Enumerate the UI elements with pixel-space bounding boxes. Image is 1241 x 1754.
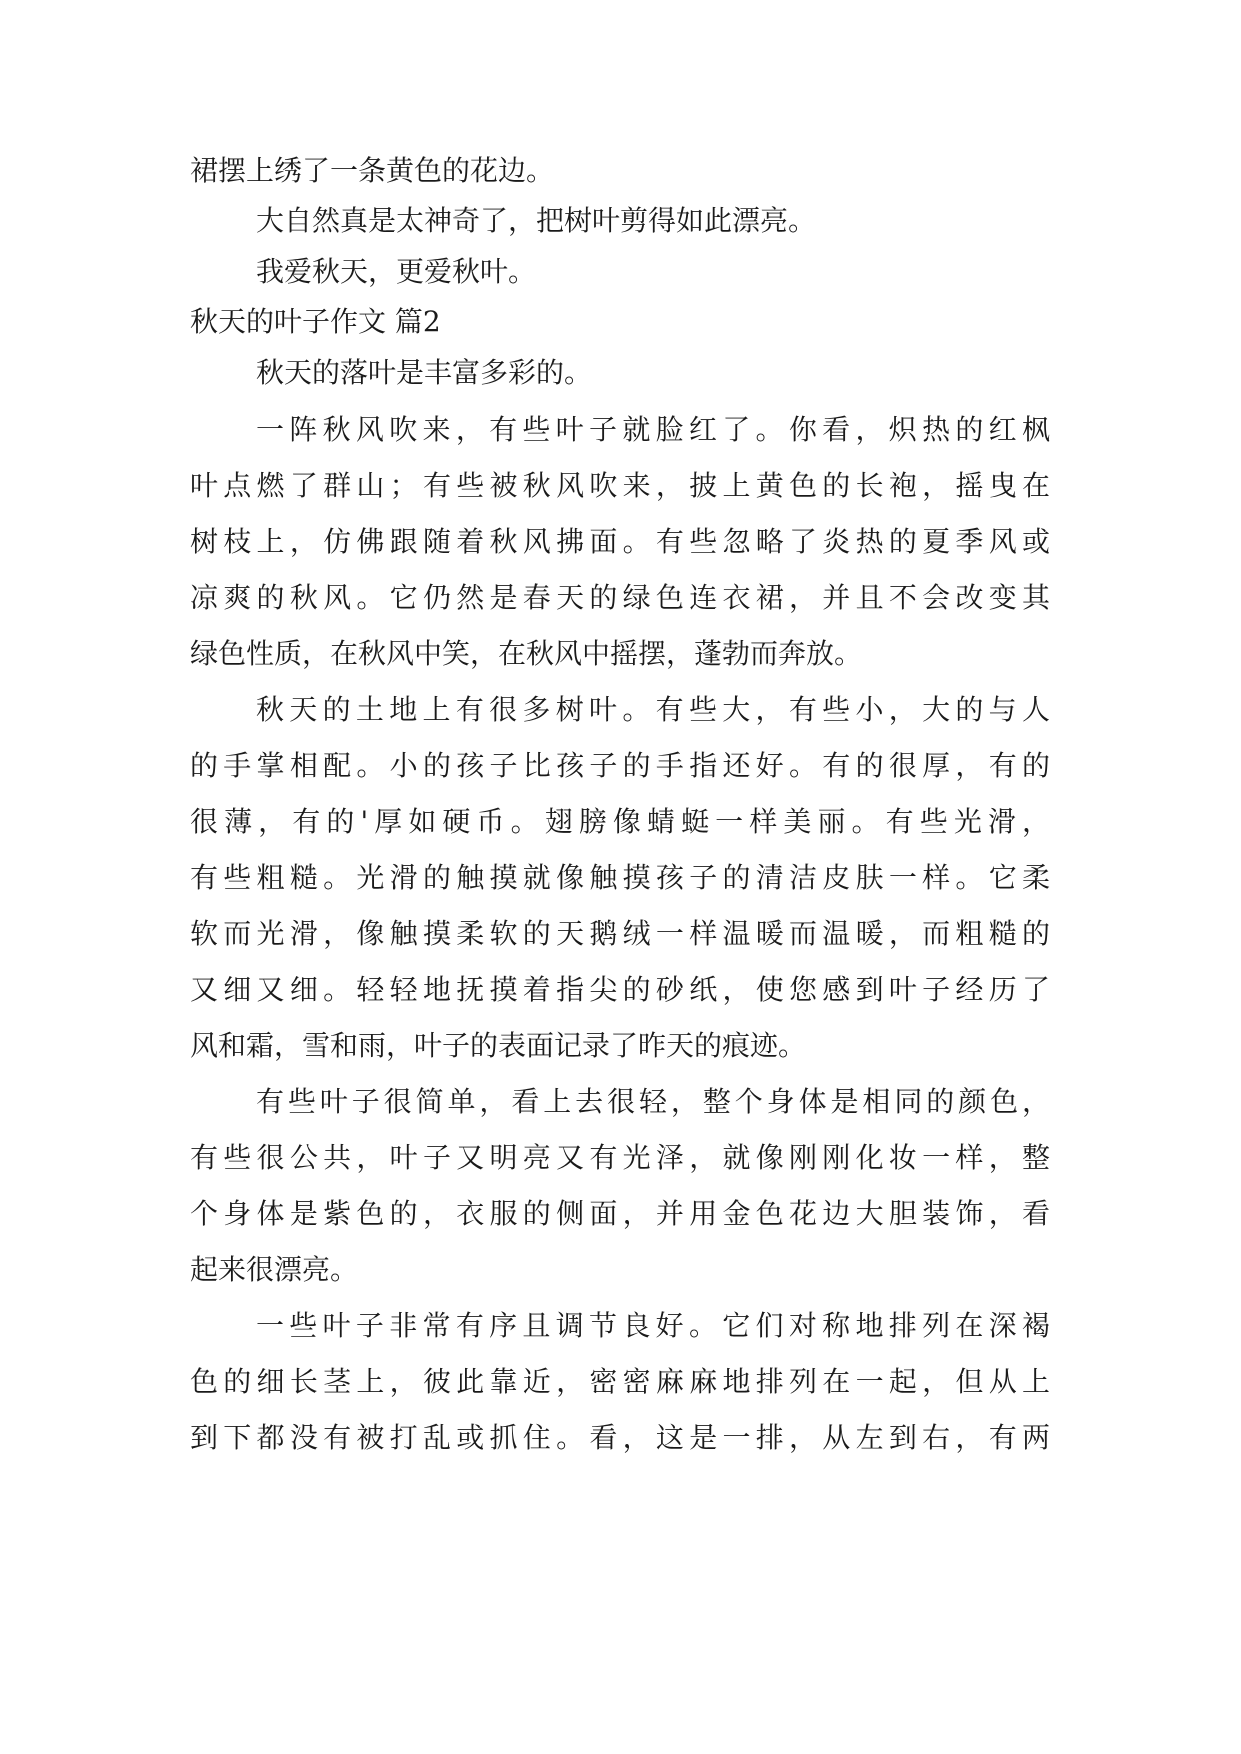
text-line: 树枝上，仿佛跟随着秋风拂面。有些忽略了炎热的夏季风或 [190,525,1050,558]
text-line: 一阵秋风吹来，有些叶子就脸红了。你看，炽热的红枫 [256,413,1050,446]
text-line: 软而光滑，像触摸柔软的天鹅绒一样温暖而温暖，而粗糙的 [190,917,1050,950]
text-line: 秋天的落叶是丰富多彩的。 [256,356,593,389]
text-line: 秋天的土地上有很多树叶。有些大，有些小，大的与人 [256,693,1050,726]
text-line: 裙摆上绣了一条黄色的花边。 [190,154,555,187]
text-line: 我爱秋天，更爱秋叶。 [256,255,537,288]
section-heading: 秋天的叶子作文 篇2 [190,305,441,338]
text-line: 到下都没有被打乱或抓住。看，这是一排，从左到右，有两 [190,1421,1050,1454]
text-line: 一些叶子非常有序且调节良好。它们对称地排列在深褐 [256,1309,1050,1342]
text-line: 的手掌相配。小的孩子比孩子的手指还好。有的很厚，有的 [190,749,1050,782]
text-line: 个身体是紫色的，衣服的侧面，并用金色花边大胆装饰，看 [190,1197,1050,1230]
text-line: 色的细长茎上，彼此靠近，密密麻麻地排列在一起，但从上 [190,1365,1050,1398]
text-line: 风和霜，雪和雨，叶子的表面记录了昨天的痕迹。 [190,1029,807,1062]
text-line: 有些粗糙。光滑的触摸就像触摸孩子的清洁皮肤一样。它柔 [190,861,1050,894]
text-line: 很薄，有的'厚如硬币。翅膀像蜻蜓一样美丽。有些光滑， [190,805,1050,838]
text-line: 又细又细。轻轻地抚摸着指尖的砂纸，使您感到叶子经历了 [190,973,1050,1006]
text-line: 起来很漂亮。 [190,1253,359,1286]
text-line: 有些很公共，叶子又明亮又有光泽，就像刚刚化妆一样，整 [190,1141,1050,1174]
text-line: 绿色性质，在秋风中笑，在秋风中摇摆，蓬勃而奔放。 [190,637,863,670]
text-line: 凉爽的秋风。它仍然是春天的绿色连衣裙，并且不会改变其 [190,581,1050,614]
text-line: 有些叶子很简单，看上去很轻，整个身体是相同的颜色， [256,1085,1050,1118]
text-line: 叶点燃了群山；有些被秋风吹来，披上黄色的长袍，摇曳在 [190,469,1050,502]
text-line: 大自然真是太神奇了，把树叶剪得如此漂亮。 [256,204,817,237]
